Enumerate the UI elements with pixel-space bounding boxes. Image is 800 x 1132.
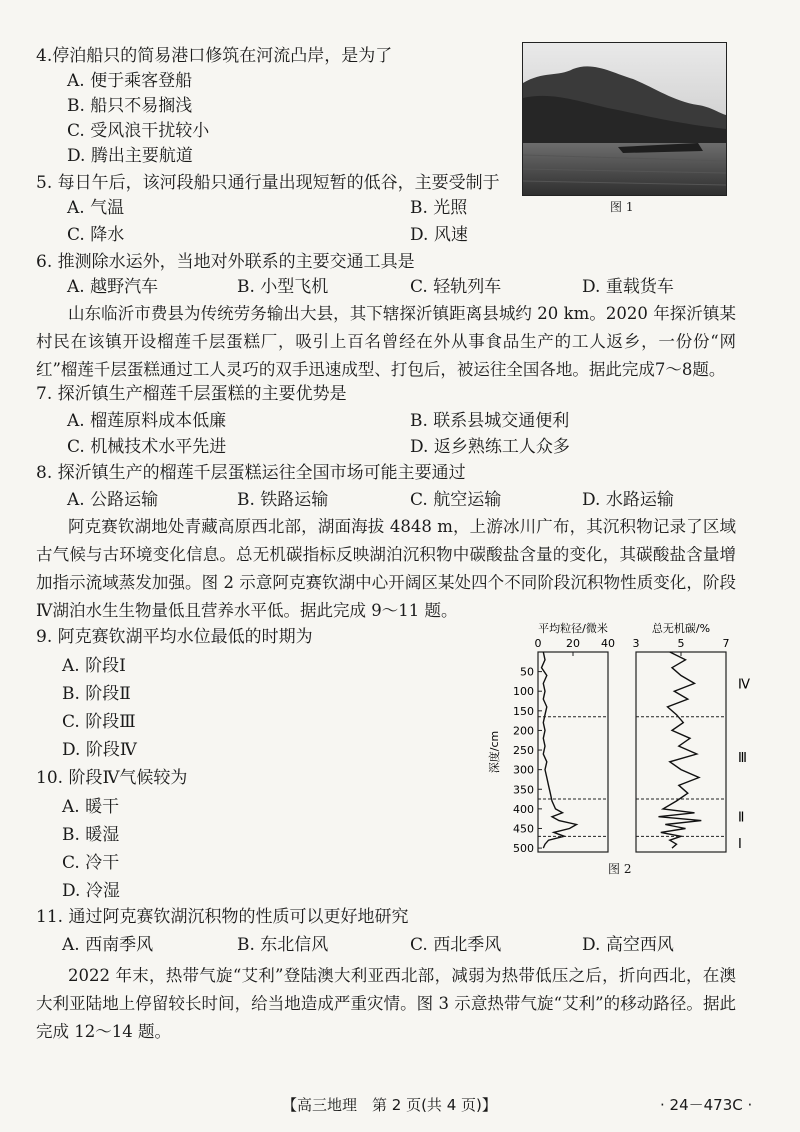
passage-9-11: 阿克赛钦湖地处青藏高原西北部，湖面海拔 4848 m，上游冰川广布，其沉积物记录了区域古气候与古环境变化信息。总无机碳指标反映湖泊沉积物中碳酸盐含量的变化，其碳酸盐含量增加指示流域蒸发加强。图 2 示意阿克赛钦湖中心开阔区某处四个不同阶段沉积物性质变化，阶段Ⅳ湖泊水生生物量低且营养水平低。据此完成 9～11 题。 [36, 517, 736, 620]
q11-stem: 11. 通过阿克赛钦湖沉积物的性质可以更好地研究 [36, 907, 409, 927]
q6-option-a: A. 越野汽车 [67, 277, 159, 297]
panel-1-title: 平均粒径/微米 [538, 622, 608, 635]
x-tick-label: 20 [566, 637, 580, 650]
figure-1-caption: 图 1 [610, 200, 634, 214]
q4-option-b: B. 船只不易搁浅 [67, 96, 193, 116]
q5-option-d: D. 风速 [410, 225, 468, 245]
q9-option-b: B. 阶段Ⅱ [62, 684, 131, 704]
q5-stem: 5. 每日午后，该河段船只通行量出现短暂的低谷，主要受制于 [36, 173, 500, 193]
q9-option-d: D. 阶段Ⅳ [62, 740, 137, 760]
y-tick-label: 300 [513, 763, 534, 777]
q10-option-d: D. 冷湿 [62, 881, 120, 901]
q9-option-c: C. 阶段Ⅲ [62, 712, 136, 732]
x-tick-label: 3 [632, 637, 640, 650]
stage-label: Ⅰ [738, 837, 742, 853]
q4-stem: 4.停泊船只的简易港口修筑在河流凸岸，是为了 [36, 46, 393, 66]
y-tick-label: 250 [513, 744, 534, 758]
q6-option-d: D. 重载货车 [582, 277, 674, 297]
y-tick-label: 350 [513, 783, 534, 797]
y-tick-label: 100 [513, 685, 534, 699]
q10-stem: 10. 阶段Ⅳ气候较为 [36, 768, 188, 788]
page-footer-code: · 24－473C · [660, 1096, 753, 1114]
q7-option-b: B. 联系县城交通便利 [410, 411, 570, 431]
q7-stem: 7. 探沂镇生产榴莲千层蛋糕的主要优势是 [36, 384, 347, 404]
q10-option-c: C. 冷干 [62, 853, 120, 873]
y-tick-label: 450 [513, 822, 534, 836]
q11-option-b: B. 东北信风 [237, 935, 329, 955]
q10-option-b: B. 暖湿 [62, 825, 120, 845]
q11-option-d: D. 高空西风 [582, 935, 674, 955]
y-axis-label: 深度/cm [488, 730, 501, 774]
q8-option-c: C. 航空运输 [410, 490, 502, 510]
q7-option-d: D. 返乡熟练工人众多 [410, 437, 570, 457]
x-tick-label: 7 [722, 637, 730, 650]
stage-label: Ⅳ [738, 677, 750, 693]
q8-option-a: A. 公路运输 [67, 490, 159, 510]
q7-option-a: A. 榴莲原料成本低廉 [67, 411, 227, 431]
y-tick-label: 50 [520, 665, 534, 679]
series-line-1 [542, 652, 577, 848]
q9-stem: 9. 阿克赛钦湖平均水位最低的时期为 [36, 627, 313, 647]
x-tick-label: 5 [677, 637, 685, 650]
passage-12-14: 2022 年末，热带气旋“艾利”登陆澳大利亚西北部，减弱为热带低压之后，折向西北，在澳大利亚陆地上停留较长时间，给当地造成严重灾情。图 3 示意热带气旋“艾利”的移动路径。据此完成 12～14 题。 [36, 966, 736, 1041]
q6-option-b: B. 小型飞机 [237, 277, 329, 297]
q8-stem: 8. 探沂镇生产的榴莲千层蛋糕运往全国市场可能主要通过 [36, 463, 466, 483]
q4-option-a: A. 便于乘客登船 [67, 71, 193, 91]
q10-option-a: A. 暖干 [62, 797, 120, 817]
passage-7-8: 山东临沂市费县为传统劳务输出大县，其下辖探沂镇距离县城约 20 km。2020 年探沂镇某村民在该镇开设榴莲千层蛋糕厂，吸引上百名曾经在外从事食品生产的工人返乡，一份份“网红”榴莲千层蛋糕通过工人灵巧的双手迅速成型、打包后，被运往全国各地。据此完成7～8题。 [36, 304, 736, 379]
page-footer-info: 【高三地理 第 2 页(共 4 页)】 [282, 1096, 497, 1114]
panel-2-title: 总无机碳/% [651, 622, 711, 635]
series-line-2 [659, 652, 702, 848]
q8-option-d: D. 水路运输 [582, 490, 674, 510]
q5-option-a: A. 气温 [67, 198, 125, 218]
y-tick-label: 150 [513, 704, 534, 718]
panel-frame-1 [538, 652, 608, 852]
q4-option-c: C. 受风浪干扰较小 [67, 121, 210, 141]
figure-2-chart [480, 620, 770, 885]
q7-option-c: C. 机械技术水平先进 [67, 437, 227, 457]
figure-2-caption: 图 2 [608, 862, 632, 876]
q9-option-a: A. 阶段Ⅰ [62, 656, 126, 676]
figure-1-photo [522, 42, 727, 196]
x-tick-label: 0 [534, 637, 542, 650]
stage-label: Ⅱ [738, 810, 745, 826]
q11-option-c: C. 西北季风 [410, 935, 502, 955]
y-tick-label: 400 [513, 802, 534, 816]
stage-label: Ⅲ [738, 750, 747, 766]
q6-option-c: C. 轻轨列车 [410, 277, 502, 297]
q5-option-c: C. 降水 [67, 225, 125, 245]
y-tick-label: 200 [513, 724, 534, 738]
q6-stem: 6. 推测除水运外，当地对外联系的主要交通工具是 [36, 252, 415, 272]
panel-frame-2 [636, 652, 726, 852]
q8-option-b: B. 铁路运输 [237, 490, 329, 510]
y-tick-label: 500 [513, 842, 534, 856]
x-tick-label: 40 [601, 637, 615, 650]
q5-option-b: B. 光照 [410, 198, 468, 218]
q11-option-a: A. 西南季风 [62, 935, 154, 955]
q4-option-d: D. 腾出主要航道 [67, 146, 193, 166]
